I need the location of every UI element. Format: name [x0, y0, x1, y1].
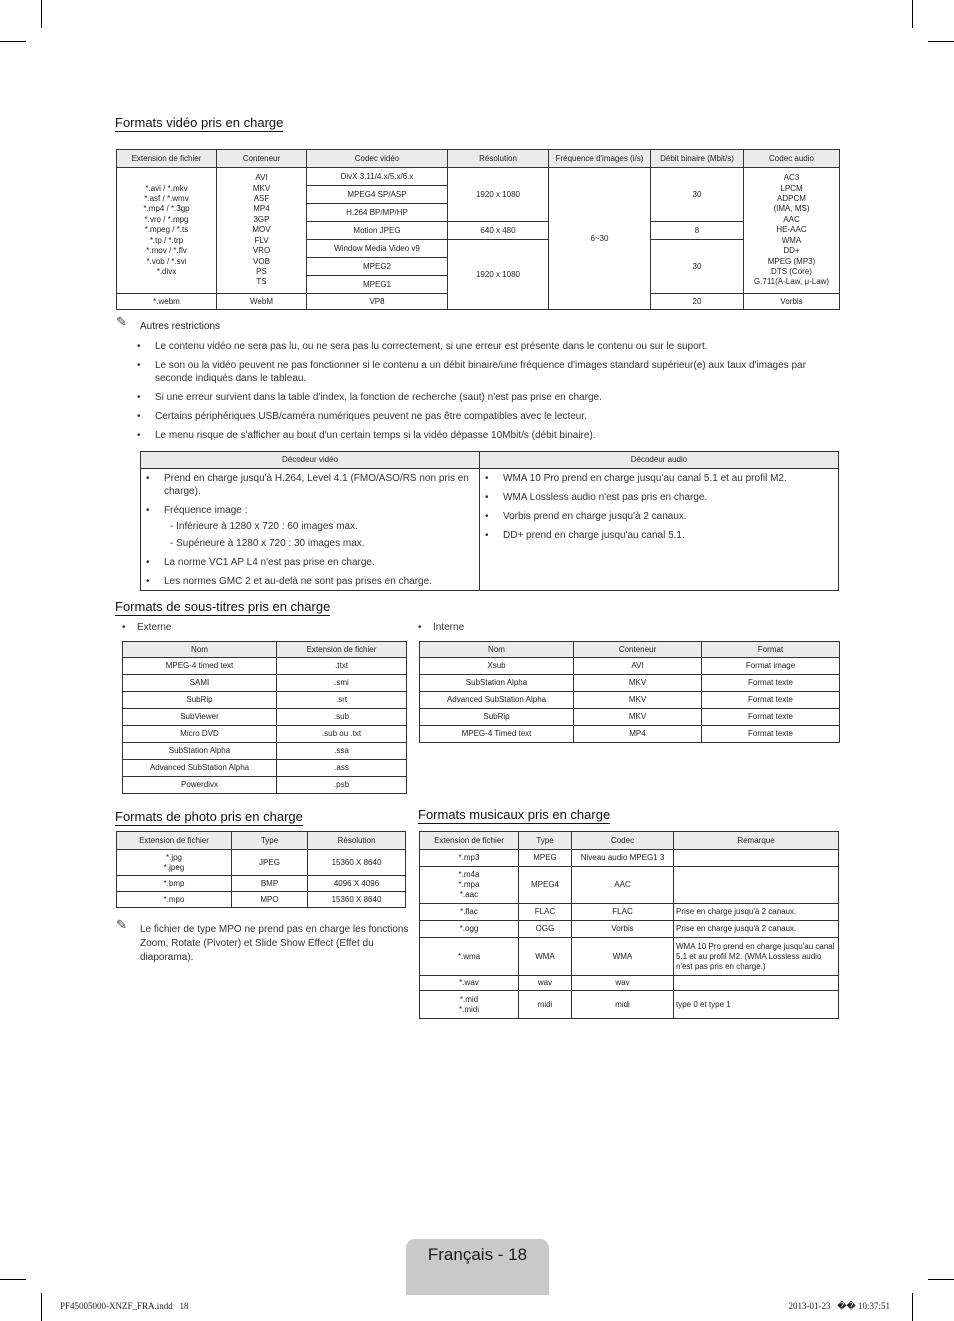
codec-cell: MPEG4 SP/ASP — [307, 186, 448, 204]
codec-cell: H.264 BP/MP/HP — [307, 204, 448, 222]
audio-decoder-header: Décodeur audio — [480, 452, 838, 469]
table-row: *.mp3 MPEG Niveau audio MPEG1 3 — [420, 850, 839, 867]
file-info: PF45005000-XNZF_FRA.indd 18 — [60, 1301, 189, 1311]
external-subtitles-table — [122, 641, 407, 794]
note-pencil-icon: ✎ — [116, 917, 127, 932]
internal-subtitles-table — [419, 641, 840, 743]
crop-mark — [41, 1293, 42, 1321]
note-pencil-icon: ✎ — [116, 314, 127, 329]
table-row: *.wav wav wav — [420, 976, 839, 991]
col-header: Résolution — [448, 150, 549, 168]
codec-cell: Window Media Video v9 — [307, 240, 448, 258]
table-row: *.mpo MPO 15360 X 8640 — [117, 892, 406, 908]
extension-cell: *.webm — [117, 294, 217, 310]
table-row: *.wma WMA WMA WMA 10 Pro prend en charge jusqu'au canal 5.1 et au profil M2. (WMA Lossless audio n'est pas pris en charge.) — [420, 938, 839, 976]
col-header: Extension de fichier — [277, 642, 407, 658]
list-item: • WMA 10 Pro prend en charge jusqu'au canal 5.1 et au profil M2. — [485, 472, 830, 485]
video-decoder-sub: - Inférieure à 1280 x 720 : 60 images max. — [170, 521, 358, 532]
col-header: Extension de fichier — [117, 150, 217, 168]
crop-mark — [912, 1293, 913, 1321]
crop-mark — [0, 1279, 26, 1280]
framerate-cell: 6~30 — [549, 168, 651, 310]
crop-mark — [0, 41, 26, 42]
list-item: • Prend en charge jusqu'à H.264, Level 4.1 (FMO/ASO/RS non pris en charge). — [146, 472, 471, 498]
resolution-cell: 1920 x 1080 — [448, 240, 549, 310]
container-cell: AVI MKV ASF MP4 3GP MOV FLV VRO VOB PS TS — [217, 168, 307, 294]
table-row: *.flac FLAC FLAC Prise en charge jusqu'à 2 canaux. — [420, 904, 839, 921]
col-header: Conteneur — [217, 150, 307, 168]
list-item: • DD+ prend en charge jusqu'au canal 5.1. — [485, 529, 830, 542]
table-row: Advanced SubStation Alpha .ass — [123, 760, 407, 777]
decoder-table — [140, 451, 839, 591]
list-item: • WMA Lossless audio n'est pas pris en charge. — [485, 491, 830, 504]
col-header: Remarque — [674, 832, 839, 850]
audio-codec-cell: Vorbis — [744, 294, 840, 310]
music-section-title: Formats musicaux pris en charge — [418, 807, 611, 822]
codec-cell: MPEG2 — [307, 258, 448, 276]
table-row: SubRip MKV Format texte — [420, 709, 840, 726]
col-header: Débit binaire (Mbit/s) — [651, 150, 744, 168]
crop-mark — [41, 0, 42, 28]
table-row: *.jpg *.jpeg JPEG 15360 X 8640 — [117, 850, 406, 876]
col-header: Codec vidéo — [307, 150, 448, 168]
extension-cell: *.avi / *.mkv *.asf / *.wmv *.mp4 / *.3gp *.vro / *.mpg *.mpeg / *.ts *.tp / *.trp *.mov / *.flv *.vob / *.svi *.divx — [117, 168, 217, 294]
restrictions-title: Autres restrictions — [140, 321, 221, 332]
codec-cell: DivX 3.11/4.x/5.x/6.x — [307, 168, 448, 186]
col-header: Extension de fichier — [420, 832, 519, 850]
col-header: Fréquence d'images (i/s) — [549, 150, 651, 168]
col-header: Type — [519, 832, 572, 850]
photo-section-title: Formats de photo pris en charge — [115, 809, 303, 824]
table-row: *.ogg OGG Vorbis Prise en charge jusqu'à 2 canaux. — [420, 921, 839, 938]
table-row: Xsub AVI Format image — [420, 658, 840, 675]
audio-decoder-list — [485, 472, 830, 542]
codec-cell: MPEG1 — [307, 276, 448, 294]
crop-mark — [912, 0, 913, 28]
table-row: MPEG-4 Timed text MP4 Format texte — [420, 726, 840, 743]
list-item: • Le contenu vidéo ne sera pas lu, ou ne sera pas lu correctement, si une erreur est présente dans le contenu ou sur le suport. — [137, 340, 827, 353]
page-number-tab — [406, 1239, 549, 1295]
music-formats-table — [419, 831, 839, 1019]
video-decoder-list-2 — [146, 556, 471, 588]
audio-codec-cell: AC3 LPCM ADPCM (IMA, MS) AAC HE-AAC WMA DD+ MPEG (MP3) DTS (Core) G.711(A-Law, μ-Law) — [744, 168, 840, 294]
list-item: • Les normes GMC 2 et au-delà ne sont pas prises en charge. — [146, 575, 471, 588]
table-row: SubStation Alpha MKV Format texte — [420, 675, 840, 692]
table-row: Powerdivx .psb — [123, 777, 407, 794]
table-row: SubRip .srt — [123, 692, 407, 709]
page-label: Français - 18 — [427, 1245, 528, 1264]
table-row: SubStation Alpha .ssa — [123, 743, 407, 760]
photo-note: Le fichier de type MPO ne prend pas en charge les fonctions Zoom, Rotate (Pivoter) et Slide Show Effect (Effet du diaporama). — [140, 924, 409, 963]
table-row: MPEG-4 timed text .ttxt — [123, 658, 407, 675]
external-label-list — [122, 621, 242, 634]
subtitles-section-title: Formats de sous-titres pris en charge — [115, 599, 331, 614]
photo-formats-table — [116, 831, 406, 908]
restrictions-list — [137, 340, 827, 442]
col-header: Codec audio — [744, 150, 840, 168]
video-section-title: Formats vidéo pris en charge — [115, 115, 284, 130]
bitrate-cell: 30 — [651, 240, 744, 294]
video-formats-table — [116, 149, 840, 310]
video-decoder-list — [146, 472, 471, 517]
table-row: *.bmp BMP 4096 X 4096 — [117, 876, 406, 892]
col-header: Nom — [420, 642, 574, 658]
col-header: Format — [702, 642, 840, 658]
table-row: Advanced SubStation Alpha MKV Format texte — [420, 692, 840, 709]
table-row: Micro DVD .sub ou .txt — [123, 726, 407, 743]
table-row: SubViewer .sub — [123, 709, 407, 726]
list-item: • Si une erreur survient dans la table d'index, la fonction de recherche (saut) n'est pas prise en charge. — [137, 391, 827, 404]
bitrate-cell: 20 — [651, 294, 744, 310]
internal-label: • Interne — [418, 621, 538, 634]
resolution-cell: 640 x 480 — [448, 222, 549, 240]
bitrate-cell: 8 — [651, 222, 744, 240]
crop-mark — [928, 1279, 954, 1280]
resolution-cell: 1920 x 1080 — [448, 168, 549, 222]
list-item: • Le son ou la vidéo peuvent ne pas fonctionner si le contenu a un débit binaire/une fréquence d'images standard supérieur(e) aux taux d'images par seconde indiqués dans le tableau. — [137, 359, 827, 385]
list-item: • La norme VC1 AP L4 n'est pas prise en charge. — [146, 556, 471, 569]
container-cell: WebM — [217, 294, 307, 310]
col-header: Extension de fichier — [117, 832, 232, 850]
table-row: *.m4a *.mpa *.aac MPEG4 AAC — [420, 867, 839, 904]
video-decoder-header: Décodeur vidéo — [141, 452, 479, 469]
col-header: Nom — [123, 642, 277, 658]
table-row: *.mid *.midi midi midi type 0 et type 1 — [420, 991, 839, 1019]
col-header: Codec — [572, 832, 674, 850]
external-label: • Externe — [122, 621, 242, 634]
col-header: Type — [232, 832, 308, 850]
internal-label-list — [418, 621, 538, 634]
list-item: • Le menu risque de s'afficher au bout d'un certain temps si la vidéo dépasse 10Mbit/s (débit binaire). — [137, 429, 827, 442]
list-item: • Fréquence image : — [146, 504, 471, 517]
crop-mark — [928, 41, 954, 42]
codec-cell: Motion JPEG — [307, 222, 448, 240]
col-header: Conteneur — [574, 642, 702, 658]
video-decoder-sub: - Supérieure à 1280 x 720 : 30 images max. — [170, 538, 365, 549]
print-timestamp: 2013-01-23 �� 10:37:51 — [788, 1301, 890, 1311]
list-item: • Vorbis prend en charge jusqu'à 2 canaux. — [485, 510, 830, 523]
table-row: SAMI .smi — [123, 675, 407, 692]
col-header: Résolution — [308, 832, 406, 850]
bitrate-cell: 30 — [651, 168, 744, 222]
list-item: • Certains périphériques USB/caméra numériques peuvent ne pas être compatibles avec le lecteur. — [137, 410, 827, 423]
codec-cell: VP8 — [307, 294, 448, 310]
